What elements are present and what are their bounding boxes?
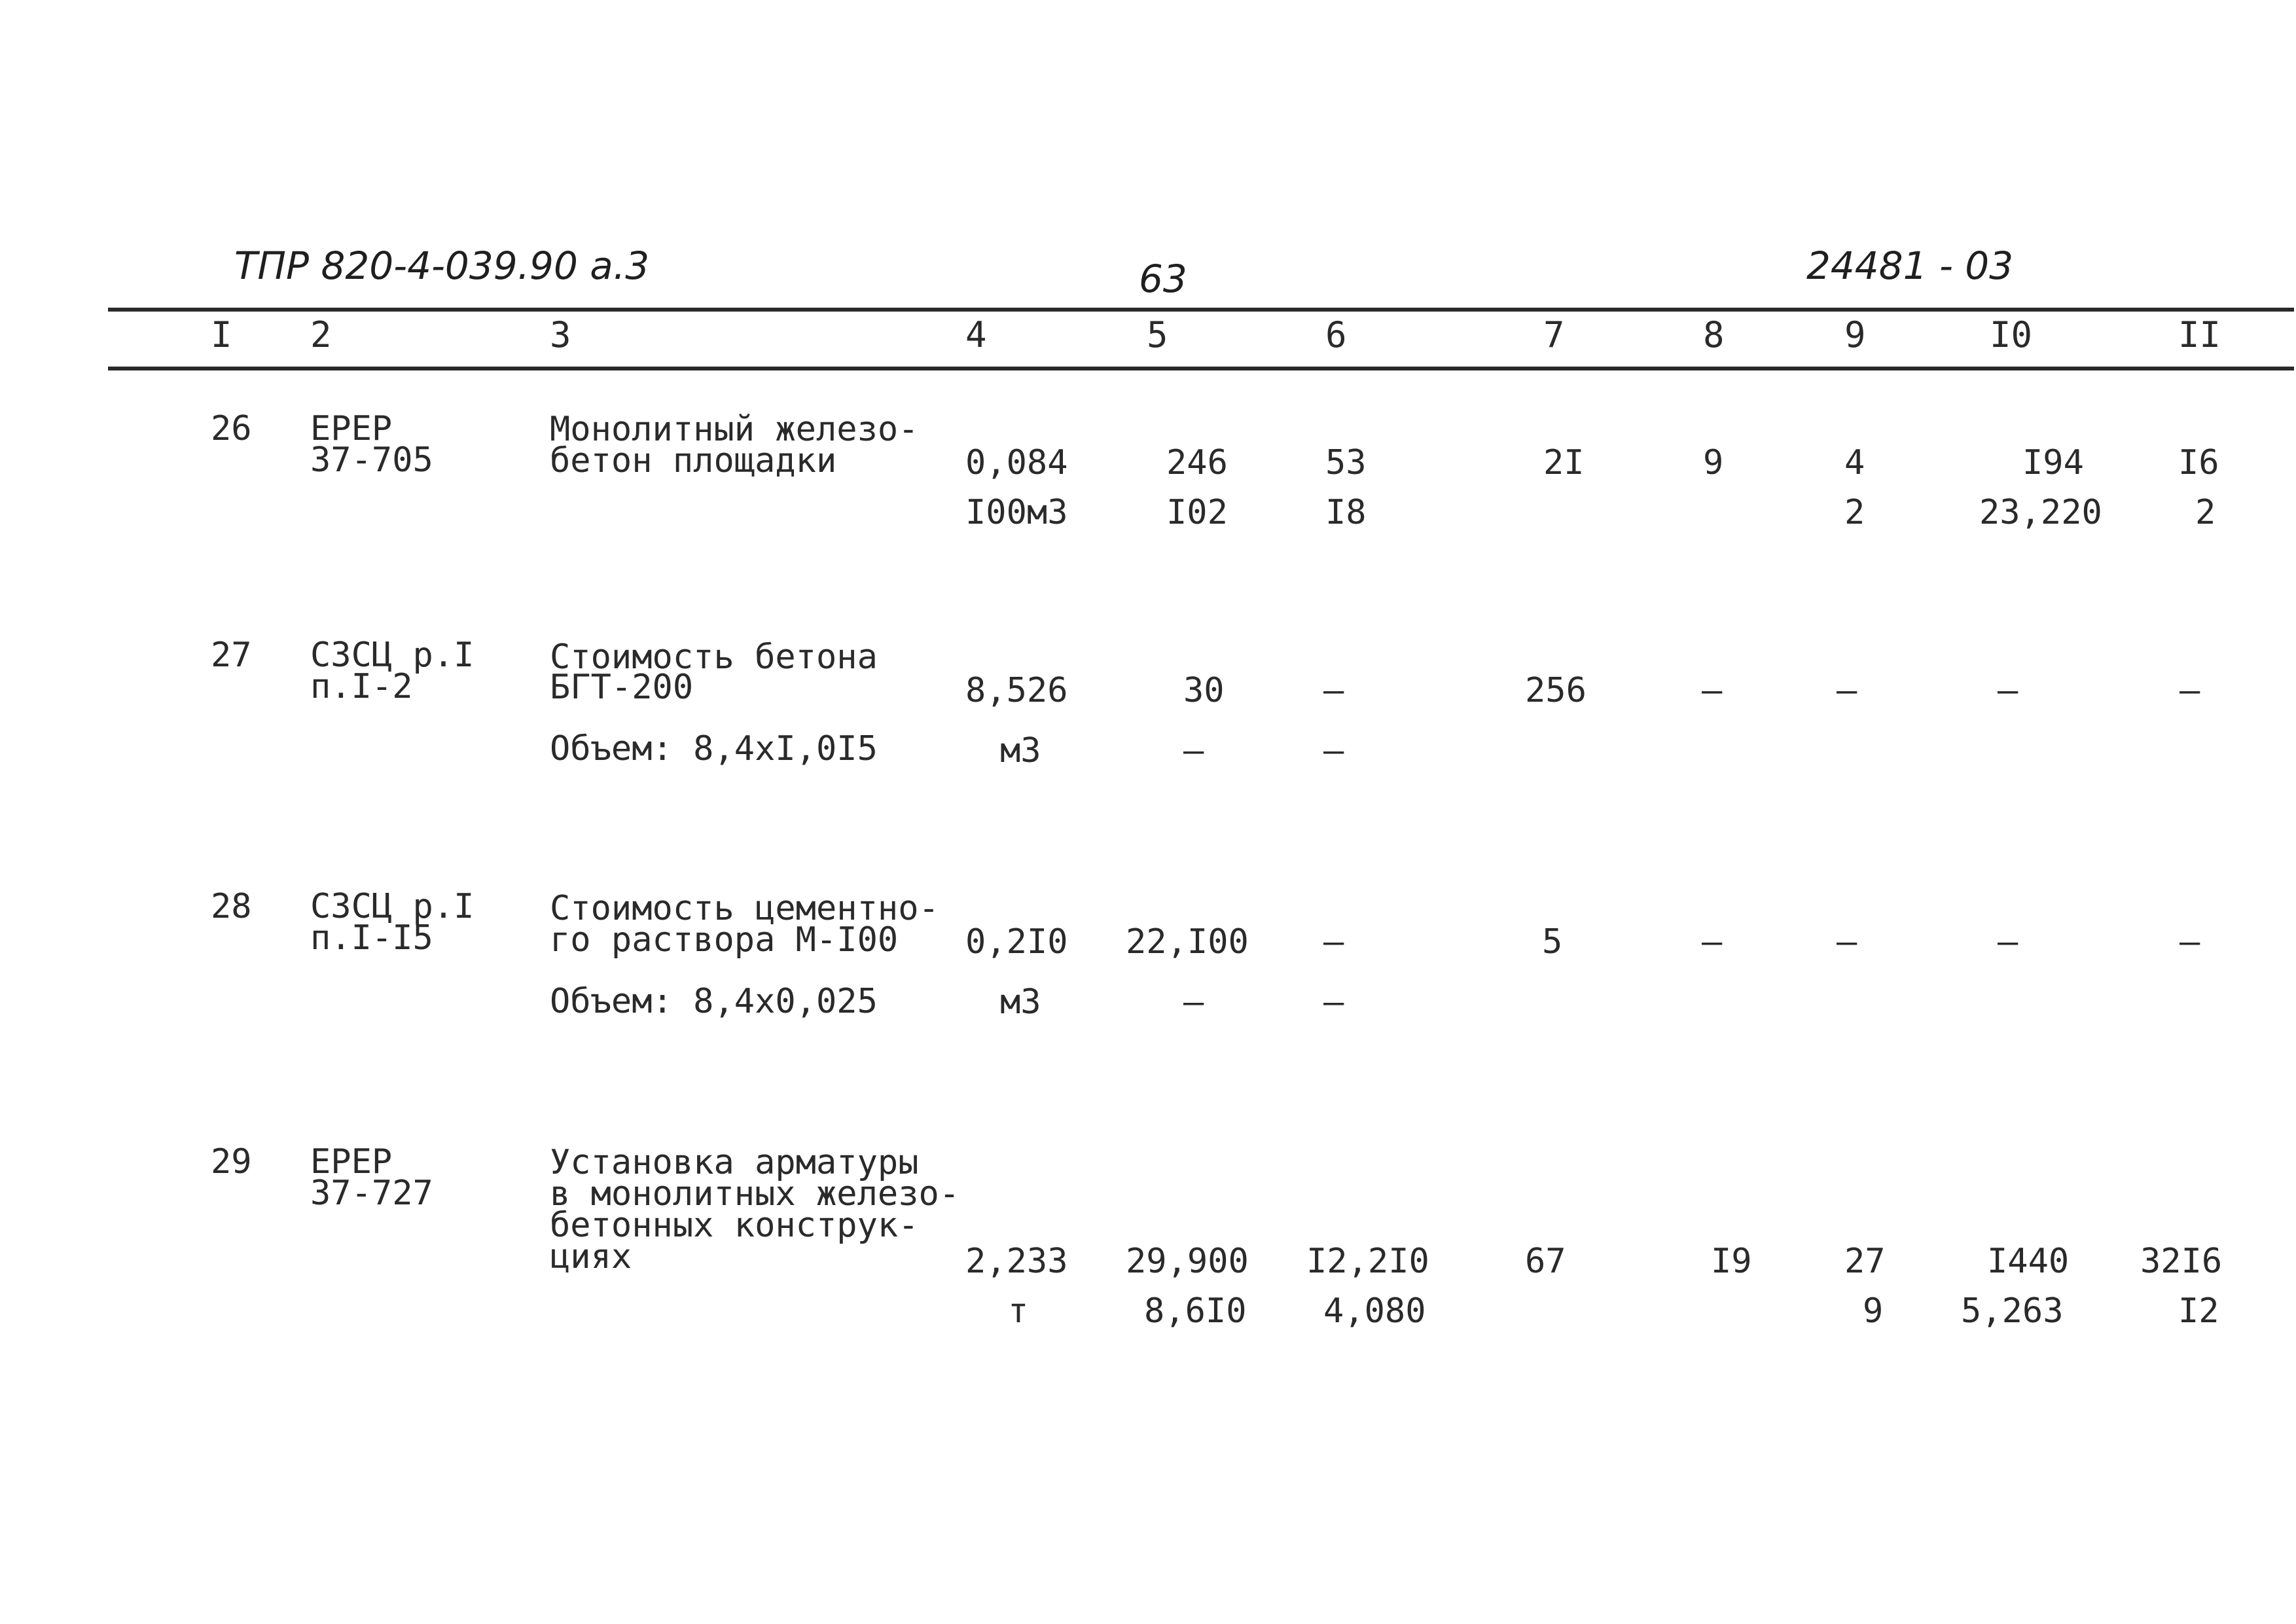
unit-cost-value: 29,900 <box>1126 1242 1249 1281</box>
column-9-value: 27 <box>1844 1242 1886 1281</box>
column-number: 4 <box>965 314 987 355</box>
estimate-code: 37-705 <box>310 441 433 480</box>
column-10-value: 23,220 <box>1979 493 2102 532</box>
column-number: 6 <box>1325 314 1347 355</box>
row-number: 26 <box>211 409 252 448</box>
column-7-value: 2I <box>1543 443 1585 482</box>
column-11-value: – <box>2179 922 2200 962</box>
work-description: го раствора М-I00 <box>550 920 899 960</box>
row-number: 27 <box>211 636 252 675</box>
estimate-code: СЗСЦ р.I <box>310 887 475 926</box>
column-10-value: I94 <box>2022 443 2084 482</box>
column-number: 8 <box>1703 314 1725 355</box>
work-description: в монолитных железо- <box>550 1174 960 1214</box>
column-9-value: 9 <box>1863 1291 1884 1331</box>
column-11-value: 2 <box>2195 493 2216 532</box>
column-number: II <box>2178 314 2221 355</box>
row-number: 28 <box>211 887 252 926</box>
column-6-value: – <box>1323 983 1344 1022</box>
column-8-value: 9 <box>1703 443 1724 482</box>
estimate-code: п.I-2 <box>310 667 413 706</box>
estimate-code: ЕРЕР <box>310 409 393 448</box>
column-6-value: I8 <box>1325 493 1367 532</box>
column-9-value: – <box>1837 671 1857 710</box>
work-description: Стоимость цементно- <box>550 889 939 928</box>
work-description: циях <box>550 1237 632 1276</box>
work-description: Стоимость бетона <box>550 638 878 677</box>
column-7-value: 67 <box>1525 1242 1566 1281</box>
work-description: БГТ-200 <box>550 668 694 707</box>
column-6-value: I2,2I0 <box>1306 1242 1429 1281</box>
estimate-code: п.I-I5 <box>310 918 433 958</box>
column-9-value: 4 <box>1844 443 1865 482</box>
column-11-value: I6 <box>2178 443 2219 482</box>
column-6-value: – <box>1323 671 1344 710</box>
column-7-value: 256 <box>1525 671 1587 710</box>
column-9-value: 2 <box>1844 493 1865 532</box>
work-description: Установка арматуры <box>550 1143 919 1182</box>
column-6-value: 53 <box>1325 443 1367 482</box>
column-11-value: I2 <box>2178 1291 2219 1331</box>
unit-cost-value: 22,I00 <box>1126 922 1249 962</box>
quantity-value: 8,526 <box>965 671 1068 710</box>
unit-cost-value: 8,6I0 <box>1144 1291 1247 1331</box>
unit-cost-value: 246 <box>1166 443 1228 482</box>
column-11-value: 32I6 <box>2140 1242 2223 1281</box>
column-number: 9 <box>1844 314 1866 355</box>
estimate-code: 37-727 <box>310 1174 433 1213</box>
column-8-value: – <box>1702 671 1723 710</box>
column-10-value: – <box>1998 922 2018 962</box>
estimate-code: ЕРЕР <box>310 1142 393 1182</box>
column-10-value: I440 <box>1987 1242 2070 1281</box>
unit-of-measure: I00м3 <box>965 493 1068 532</box>
column-6-value: 4,080 <box>1323 1291 1426 1331</box>
column-9-value: – <box>1837 922 1857 962</box>
column-number: 2 <box>310 314 332 355</box>
column-number: I <box>211 314 232 355</box>
estimate-code: СЗСЦ р.I <box>310 636 475 675</box>
column-7-value: 5 <box>1542 922 1563 962</box>
unit-cost-value: – <box>1183 983 1204 1022</box>
column-number: I0 <box>1990 314 2033 355</box>
inventory-number: 24481 - 03 <box>1806 244 2014 288</box>
column-number: 7 <box>1543 314 1565 355</box>
column-6-value: – <box>1323 731 1344 770</box>
column-10-value: – <box>1998 671 2018 710</box>
volume-formula: Объем: 8,4х0,025 <box>550 982 878 1021</box>
row-number: 29 <box>211 1142 252 1182</box>
table-top-rule <box>108 308 2294 312</box>
document-code: ТПР 820-4-039.90 а.3 <box>234 244 650 288</box>
work-description: Монолитный железо- <box>550 410 919 449</box>
column-6-value: – <box>1323 922 1344 962</box>
quantity-value: 0,084 <box>965 443 1068 482</box>
volume-formula: Объем: 8,4хI,0I5 <box>550 729 878 768</box>
quantity-value: 0,2I0 <box>965 922 1068 962</box>
column-10-value: 5,263 <box>1961 1291 2064 1331</box>
quantity-value: 2,233 <box>965 1242 1068 1281</box>
column-8-value: I9 <box>1711 1242 1752 1281</box>
column-number: 5 <box>1147 314 1168 355</box>
unit-cost-value: 30 <box>1183 671 1225 710</box>
column-8-value: – <box>1702 922 1723 962</box>
unit-cost-value: I02 <box>1166 493 1228 532</box>
work-description: бетон площадки <box>550 441 837 480</box>
table-header-rule <box>108 367 2294 370</box>
unit-of-measure: м3 <box>1000 731 1041 770</box>
page-number: 63 <box>1139 257 1187 301</box>
unit-of-measure: м3 <box>1000 983 1041 1022</box>
unit-of-measure: т <box>1008 1291 1029 1331</box>
column-11-value: – <box>2179 671 2200 710</box>
unit-cost-value: – <box>1183 731 1204 770</box>
column-number: 3 <box>550 314 571 355</box>
work-description: бетонных конструк- <box>550 1206 919 1245</box>
